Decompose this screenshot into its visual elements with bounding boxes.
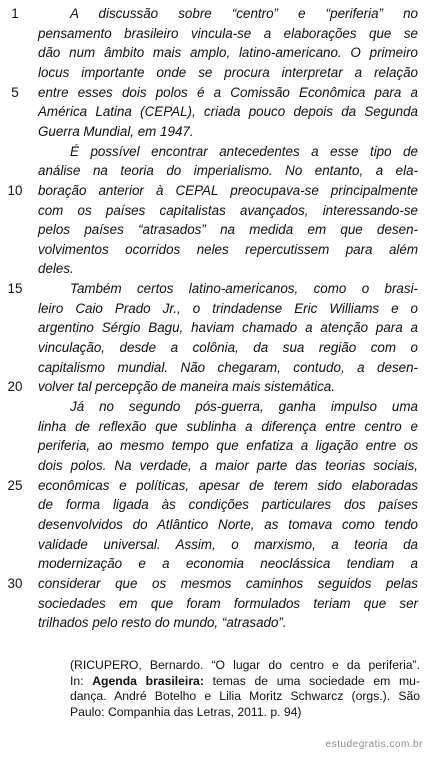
watermark: estudegratis.com.br (325, 739, 423, 750)
text-line: volver tal percepção de maneira mais sistemática. (38, 379, 335, 395)
text-line: entre esses dois polos é a Comissão Econômica para a (38, 84, 418, 100)
text-line: locus importante onde se procura interpretar a relação (38, 64, 418, 80)
text-line: deles. (38, 261, 74, 277)
text-line: dão num âmbito mais amplo, latino-americano. O primeiro (38, 45, 418, 61)
text-line: de forma ligada às condições particulares dos países (38, 497, 418, 513)
text-line: vinculação, desde a colônia, da sua região com o (38, 340, 418, 356)
text-line: com os países capitalistas avançados, interessando-se (38, 202, 418, 218)
text-line: validade universal. Assim, o marxismo, a teoria da (38, 536, 418, 552)
text-line: periferia, ao mesmo tempo que enfatiza a ligação entre os (38, 438, 418, 454)
text-line: desenvolvidos do Atlântico Norte, as tomava como tendo (38, 516, 418, 532)
text-line: É possível encontrar antecedentes a esse tipo de (70, 143, 418, 159)
citation (70, 658, 420, 720)
text-line: boração anterior à CEPAL preocupava-se principalmente (38, 182, 418, 198)
text-line: trilhados pelo resto do mundo, “atrasado”. (38, 615, 287, 631)
line-number: 25 (7, 477, 23, 493)
text-line: argentino Sérgio Bagu, haviam chamado a atenção para a (38, 320, 418, 336)
text-line: sociedades em que foram formulados teriam que ser (38, 595, 418, 611)
text-line: pelos países “atrasados” na medida em que desen- (38, 222, 418, 238)
text-line: Também certos latino-americanos, como o brasi- (70, 281, 418, 297)
line-number: 5 (11, 84, 19, 100)
text-line: dois polos. Na verdade, a maior parte das teorias sociais, (38, 457, 418, 473)
text-line: modernização e a economia neoclássica tendiam a (38, 556, 418, 572)
citation-line: dança. André Botelho e Lilia Moritz Schwarcz (orgs.). São (70, 689, 420, 704)
line-number: 1 (11, 6, 19, 21)
text-line: linha de reflexão que sublinha a diferença entre centro e (38, 418, 418, 434)
citation-in: In: (70, 673, 93, 688)
line-number: 10 (7, 182, 23, 198)
citation-line: Paulo: Companhia das Letras, 2011. p. 94) (70, 704, 302, 719)
text-line: Já no segundo pós-guerra, ganha impulso uma (70, 399, 418, 414)
text-line: capitalismo mundial. Não chegaram, contudo, a desen- (38, 359, 418, 375)
text-line: análise na teoria do imperialismo. No entanto, a ela- (38, 163, 418, 179)
text-line: Guerra Mundial, em 1947. (38, 123, 194, 139)
text-line: volvimentos ocorridos neles repercutissem para além (38, 241, 418, 257)
line-number: 15 (7, 281, 23, 297)
text-line: econômicas e políticas, apesar de terem sido elaboradas (38, 477, 418, 493)
line-number: 30 (7, 575, 23, 591)
text-line: pensamento brasileiro vincula-se a elaborações que se (38, 25, 418, 41)
text-line: América Latina (CEPAL), criada pouco depois da Segunda (38, 104, 418, 120)
text-line: A discussão sobre “centro” e “periferia” no (70, 6, 418, 21)
citation-subtitle: temas de uma sociedade em mu- (203, 673, 420, 688)
line-number: 20 (7, 379, 23, 395)
text-line: considerar que os mesmos caminhos seguidos pelas (38, 575, 418, 591)
text-line: leiro Caio Prado Jr., o trindadense Eric Williams e o (38, 300, 418, 316)
citation-line: (RICUPERO, Bernardo. “O lugar do centro e da periferia”. (70, 658, 420, 672)
citation-book-title: Agenda brasileira: (92, 673, 204, 688)
citation-line (70, 674, 420, 690)
